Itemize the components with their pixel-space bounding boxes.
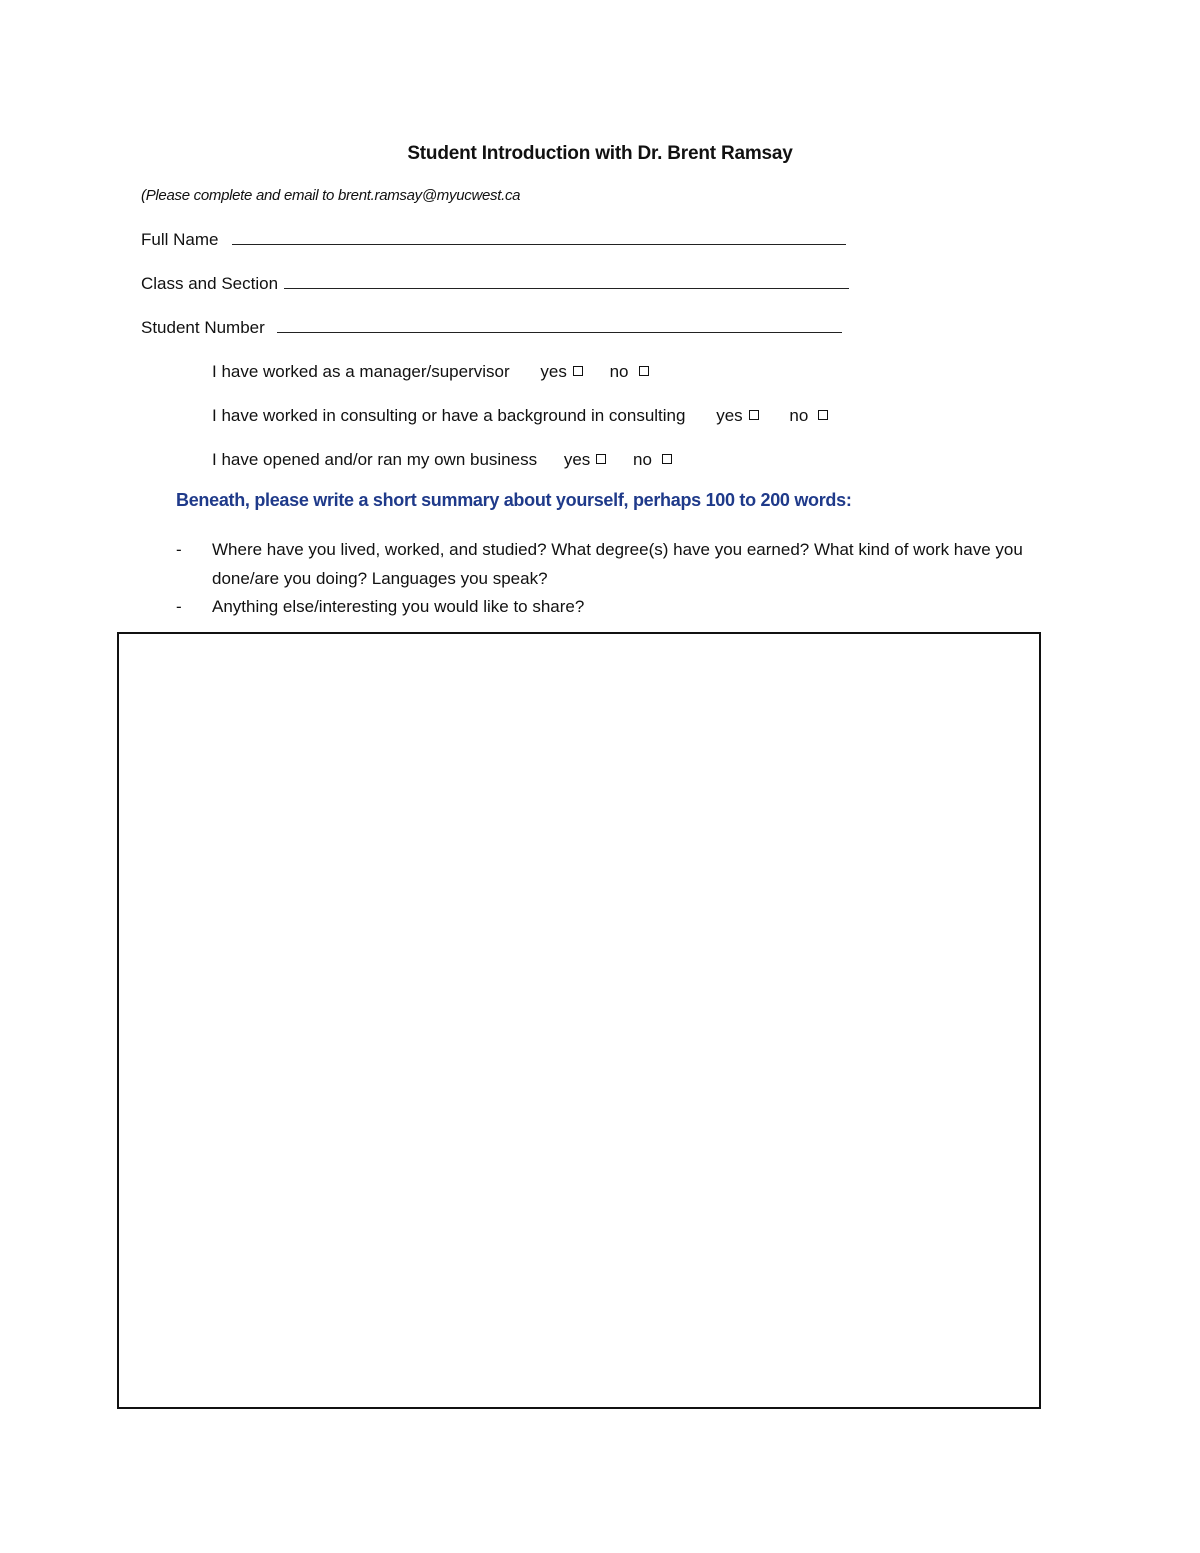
yes-checkbox[interactable] (573, 366, 583, 376)
document-title: Student Introduction with Dr. Brent Ramsay (407, 143, 793, 164)
summary-answer-box[interactable] (117, 632, 1041, 1409)
prompt-list (176, 536, 1036, 622)
bullet-dash: - (176, 540, 182, 559)
question-text: I have worked as a manager/supervisor (212, 362, 510, 381)
submission-note: (Please complete and email to brent.ramsay@myucwest.ca (141, 187, 521, 204)
list-item (176, 536, 1036, 593)
full-name-field[interactable] (141, 229, 846, 250)
full-name-label: Full Name (141, 230, 219, 249)
full-name-blank[interactable] (232, 229, 846, 245)
no-option[interactable]: no (789, 406, 828, 426)
yes-option[interactable]: yes (540, 362, 582, 382)
class-section-blank[interactable] (284, 273, 849, 289)
student-number-field[interactable] (141, 317, 842, 338)
yes-option[interactable]: yes (564, 450, 606, 470)
question-consulting (212, 406, 828, 426)
question-text: I have opened and/or ran my own business (212, 450, 538, 469)
yes-checkbox[interactable] (596, 454, 606, 464)
yes-checkbox[interactable] (749, 410, 759, 420)
list-item (176, 593, 1036, 622)
yes-option[interactable]: yes (716, 406, 758, 426)
bullet-text: Where have you lived, worked, and studied? What degree(s) have you earned? What kind of work have you done/are you doing? Languages you speak? (212, 540, 1023, 588)
class-section-label: Class and Section (141, 274, 279, 293)
no-checkbox[interactable] (639, 366, 649, 376)
student-number-label: Student Number (141, 318, 265, 337)
question-manager (212, 362, 649, 382)
bullet-dash: - (176, 597, 182, 616)
question-text: I have worked in consulting or have a background in consulting (212, 406, 686, 425)
no-option[interactable]: no (610, 362, 649, 382)
no-checkbox[interactable] (818, 410, 828, 420)
no-option[interactable]: no (633, 450, 672, 470)
no-checkbox[interactable] (662, 454, 672, 464)
question-business (212, 450, 672, 470)
student-number-blank[interactable] (277, 317, 842, 333)
bullet-text: Anything else/interesting you would like to share? (212, 597, 585, 616)
summary-heading: Beneath, please write a short summary about yourself, perhaps 100 to 200 words: (176, 490, 852, 510)
class-section-field[interactable] (141, 273, 849, 294)
